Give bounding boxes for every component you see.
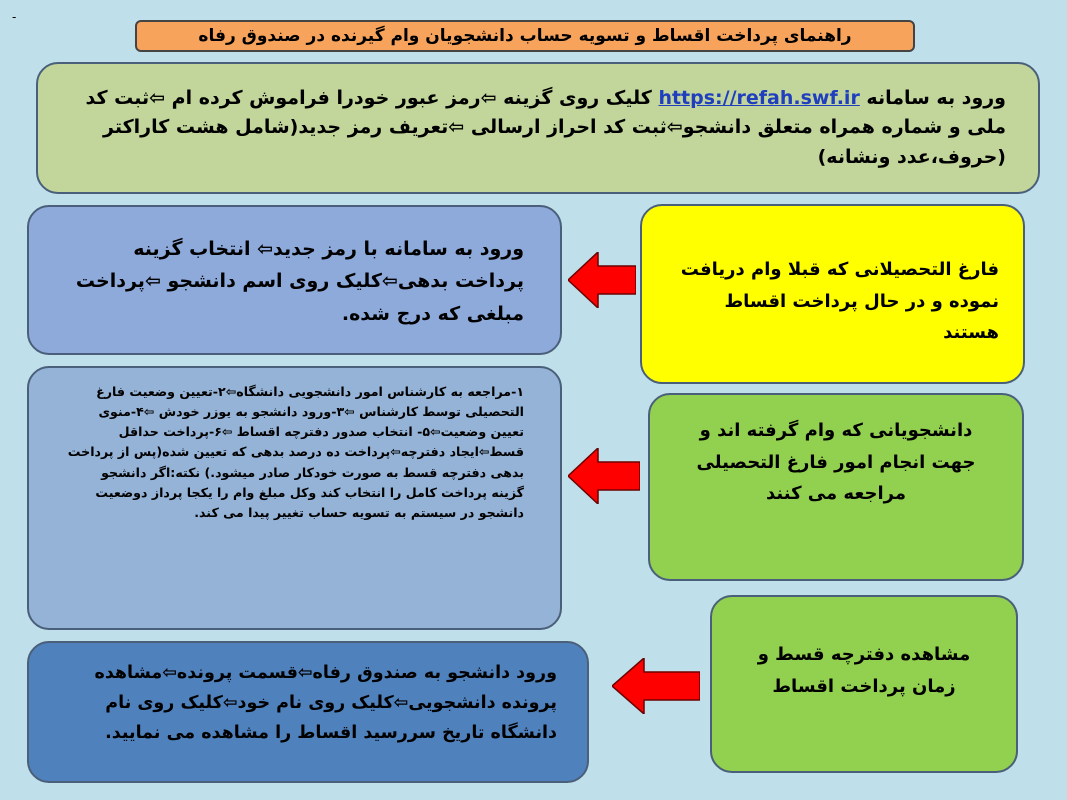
arrow-left-icon	[612, 658, 700, 714]
graduation-students-box: دانشجویانی که وام گرفته اند و جهت انجام امور فارغ التحصیلی مراجعه می کنند	[648, 393, 1024, 581]
graduates-paying-box: فارغ التحصیلانی که قبلا وام دریافت نموده و در حال پرداخت اقساط هستند	[640, 204, 1025, 384]
arrow-left-icon	[568, 448, 640, 504]
page-title: راهنمای پرداخت اقساط و تسویه حساب دانشجویان وام گیرنده در صندوق رفاه	[135, 20, 915, 52]
page-marker: -	[12, 10, 17, 24]
payment-steps-box: ورود به سامانه با رمز جدید⇦ انتخاب گزینه پرداخت بدهی⇦کلیک روی اسم دانشجو ⇦پرداخت مبلغی که درج شده.	[27, 205, 562, 355]
installment-view-box: مشاهده دفترچه قسط و زمان پرداخت اقساط	[710, 595, 1018, 773]
login-prefix: ورود به سامانه	[859, 87, 1006, 109]
refah-link[interactable]: https://refah.swf.ir	[658, 87, 860, 109]
graduation-steps-box: ۱-مراجعه به کارشناس امور دانشجویی دانشگاه⇦۲-تعیین وضعیت فارغ التحصیلی توسط کارشناس ⇦۳-ورود دانشجو به یوزر خودش ⇦۴-منوی تعیین وضعیت⇦۵- انتخاب صدور دفترچه اقساط ⇦۶-پرداخت حداقل قسط⇦ایجاد دفترچه⇦پرداخت ده درصد بدهی که تعیین شده(پس از پرداخت بدهی دفترچه قسط به صورت خودکار صادر میشود.) نکته:اگر دانشجو گزینه پرداخت کامل را انتخاب کند وکل مبلغ وام را یکجا پرداز دوضعیت دانشجو در سیستم به تسویه حساب تغییر پیدا می کند.	[27, 366, 562, 630]
arrow-left-icon	[568, 252, 636, 308]
login-instructions-box	[36, 62, 1040, 194]
login-steps: کلیک روی گزینه ⇦رمز عبور خودرا فراموش کرده ام ⇦ثبت کد ملی و شماره همراه متعلق دانشجو⇦ثبت کد احراز ارسالی ⇦تعریف رمز جدید(شامل هشت کاراکتر (حروف،عدد ونشانه)	[85, 87, 1006, 168]
installment-view-steps-box: ورود دانشجو به صندوق رفاه⇦قسمت پرونده⇦مشاهده پرونده دانشجویی⇦کلیک روی نام خود⇦کلیک روی نام دانشگاه تاریخ سررسید اقساط را مشاهده می نمایید.	[27, 641, 589, 783]
